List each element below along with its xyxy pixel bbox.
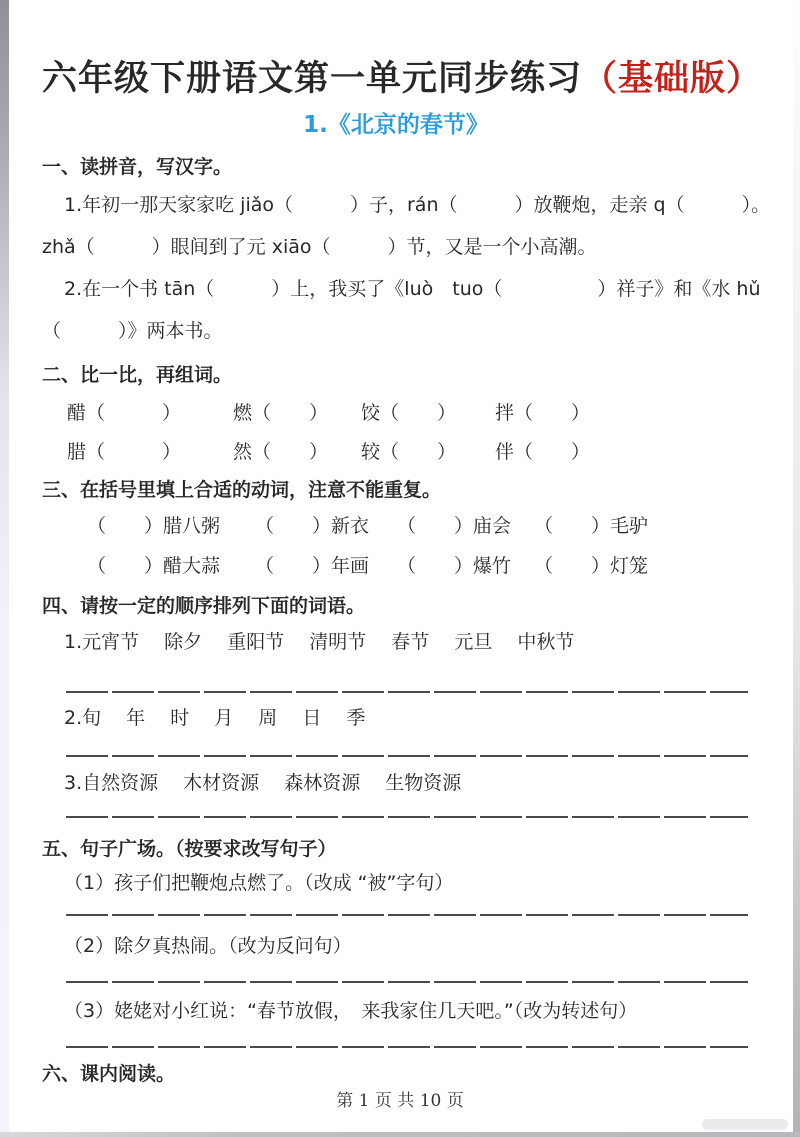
- page-right-edge: [793, 0, 800, 1137]
- page-number-footer: 第 1 页 共 10 页: [336, 1091, 464, 1111]
- word-blank: 较（ ）: [361, 441, 457, 463]
- section-5-heading: 五、句子广场。（按要求改写句子）: [42, 838, 337, 860]
- page-title-edition-tag: （基础版）: [582, 58, 763, 99]
- page-title-main: 六年级下册语文第一单元同步练习: [42, 59, 583, 99]
- answer-blank-line: [66, 1046, 748, 1048]
- ordering-item-3: 3.自然资源 木材资源 森林资源 生物资源: [64, 772, 462, 794]
- verb-blank: （ ）灯笼: [534, 555, 649, 577]
- question-1-line-1: 1.年初一那天家家吃 jiǎo（ ）子，rán（ ）放鞭炮，走亲 q（ ）。: [64, 194, 771, 216]
- word-blank: 腊（ ）: [67, 441, 182, 463]
- word-blank: 燃（ ）: [233, 402, 329, 424]
- answer-blank-line: [66, 981, 748, 983]
- ordering-item-2: 2.旬 年 时 月 周 日 季: [64, 707, 366, 729]
- verb-blank: （ ）年画: [255, 555, 370, 577]
- question-2-line-1: 2.在一个书 tān（ ）上，我买了《luò tuo（ ）祥子》和《水 hǔ: [64, 278, 761, 300]
- answer-blank-line: [66, 755, 748, 757]
- word-blank: 然（ ）: [233, 441, 329, 463]
- sentence-item-1: （1）孩子们把鞭炮点燃了。（改成 “被”字句）: [64, 872, 454, 894]
- verb-blank: （ ）新衣: [255, 515, 370, 537]
- sentence-item-2: （2）除夕真热闹。（改为反问句）: [64, 935, 352, 957]
- verb-blank: （ ）醋大蒜: [87, 555, 221, 577]
- ordering-item-1: 1.元宵节 除夕 重阳节 清明节 春节 元旦 中秋节: [64, 631, 575, 653]
- sentence-item-3: （3）姥姥对小红说：“春节放假， 来我家住几天吧。”（改为转述句）: [64, 1000, 638, 1022]
- page-title: [42, 56, 763, 102]
- question-1-line-2: zhǎ（ ）眼间到了元 xiāo（ ）节，又是一个小高潮。: [42, 236, 597, 258]
- word-compare-row-2: [42, 439, 750, 465]
- verb-blank: （ ）庙会: [397, 515, 512, 537]
- answer-blank-line: [66, 816, 748, 818]
- word-compare-row-1: [42, 400, 750, 426]
- answer-blank-line: [66, 691, 748, 693]
- word-blank: 饺（ ）: [361, 402, 457, 424]
- section-2-heading: 二、比一比，再组词。: [42, 364, 233, 386]
- page-bottom-edge: [0, 1132, 800, 1137]
- word-blank: 伴（ ）: [495, 441, 591, 463]
- section-4-heading: 四、请按一定的顺序排列下面的词语。: [42, 595, 366, 617]
- page-left-edge: [0, 0, 9, 1137]
- verb-blank: （ ）毛驴: [534, 515, 649, 537]
- lesson-subtitle: 1.《北京的春节》: [303, 112, 489, 138]
- answer-blank-line: [66, 914, 748, 916]
- section-6-heading: 六、课内阅读。: [42, 1063, 176, 1085]
- verb-fill-row-2: [42, 553, 750, 579]
- verb-fill-row-1: [42, 513, 750, 539]
- word-blank: 拌（ ）: [495, 402, 591, 424]
- scrollbar-thumb[interactable]: [702, 1119, 788, 1130]
- verb-blank: （ ）腊八粥: [87, 515, 221, 537]
- word-blank: 醋（ ）: [67, 402, 182, 424]
- section-3-heading: 三、在括号里填上合适的动词，注意不能重复。: [42, 479, 442, 501]
- verb-blank: （ ）爆竹: [397, 555, 512, 577]
- section-1-heading: 一、读拼音，写汉字。: [42, 156, 233, 178]
- question-2-line-2: （ ）》两本书。: [42, 320, 223, 342]
